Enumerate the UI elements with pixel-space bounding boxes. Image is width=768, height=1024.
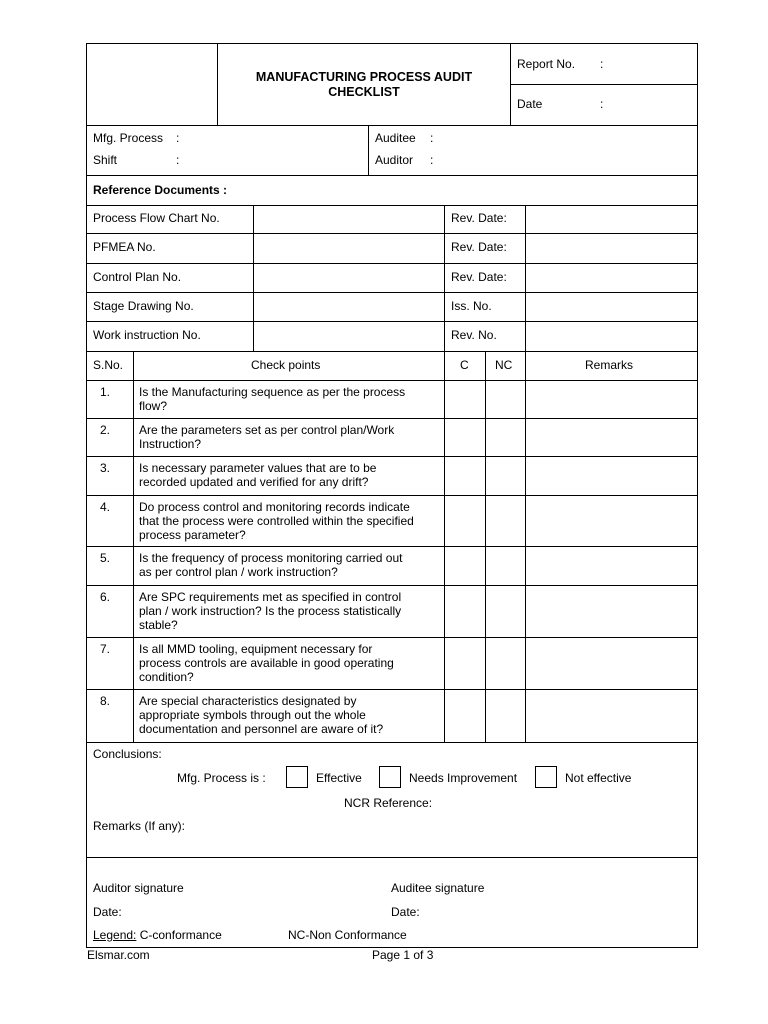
check-point-line: documentation and personnel are aware of it? <box>139 722 384 736</box>
check-point-line: Do process control and monitoring records indicate <box>139 500 410 514</box>
legend <box>93 928 222 942</box>
legend-c-conformance: C-conformance <box>136 928 222 942</box>
shift-label: Shift <box>93 153 118 167</box>
reference-top-line <box>86 175 698 176</box>
check-point-line: Is all MMD tooling, equipment necessary for <box>139 642 373 656</box>
work-instruction-rev-label: Rev. No. <box>451 328 497 342</box>
reference-row-line <box>86 263 698 264</box>
auditor-colon: : <box>430 153 434 167</box>
legend-label: Legend: <box>93 928 137 942</box>
checklist-header-bottom <box>86 380 698 381</box>
item-number: 1. <box>99 385 110 399</box>
auditee-label: Auditee <box>375 131 416 145</box>
item-number: 5. <box>99 551 110 565</box>
ncr-reference-label: NCR Reference: <box>344 796 433 810</box>
check-point-text <box>139 461 439 489</box>
check-point-line: flow? <box>139 399 168 413</box>
conclusions-label: Conclusions: <box>93 747 162 761</box>
reference-row-line <box>86 321 698 322</box>
stage-drawing-label: Stage Drawing No. <box>93 299 194 313</box>
report-no-label: Report No. <box>517 57 576 71</box>
mfg-process-label: Mfg. Process <box>93 131 164 145</box>
not-effective-label: Not effective <box>565 771 632 785</box>
reference-col-1 <box>253 205 254 351</box>
process-flow-chart-rev-label: Rev. Date: <box>451 211 507 225</box>
sno-header: S.No. <box>93 358 124 372</box>
item-number: 6. <box>99 590 110 604</box>
reference-col-2 <box>444 205 445 351</box>
auditee-date-label: Date: <box>391 905 420 919</box>
reference-col-3 <box>525 205 526 351</box>
auditee-colon: : <box>430 131 434 145</box>
check-point-text <box>139 551 439 579</box>
needs-improvement-label: Needs Improvement <box>409 771 518 785</box>
reference-row-line <box>86 292 698 293</box>
effective-label: Effective <box>316 771 362 785</box>
check-point-text <box>139 385 439 413</box>
not-effective-checkbox[interactable] <box>535 766 557 788</box>
control-plan-rev-label: Rev. Date: <box>451 270 507 284</box>
process-flow-chart-label: Process Flow Chart No. <box>93 211 220 225</box>
check-point-line: Is necessary parameter values that are to be <box>139 461 377 475</box>
table-row-line <box>86 546 698 547</box>
check-point-text <box>139 642 439 684</box>
check-point-line: Are SPC requirements met as specified in control <box>139 590 402 604</box>
item-number: 2. <box>99 423 110 437</box>
pfmea-rev-label: Rev. Date: <box>451 240 507 254</box>
checklist-bottom-line <box>86 742 698 743</box>
conclusions-bottom-line <box>86 857 698 858</box>
pfmea-label: PFMEA No. <box>93 240 156 254</box>
shift-colon: : <box>176 153 180 167</box>
effective-checkbox[interactable] <box>286 766 308 788</box>
page-number: Page 1 of 3 <box>372 948 434 962</box>
c-header: C <box>460 358 469 372</box>
auditor-label: Auditor <box>375 153 414 167</box>
check-point-line: Instruction? <box>139 437 202 451</box>
auditor-date-label: Date: <box>93 905 122 919</box>
remarks-if-any-label: Remarks (If any): <box>93 819 186 833</box>
date-label: Date <box>517 97 543 111</box>
reference-row-line <box>86 233 698 234</box>
table-row-line <box>86 637 698 638</box>
item-number: 4. <box>99 500 110 514</box>
check-point-line: as per control plan / work instruction? <box>139 565 338 579</box>
item-number: 3. <box>99 461 110 475</box>
table-row-line <box>86 418 698 419</box>
check-point-text <box>139 590 439 632</box>
date-colon: : <box>600 97 604 111</box>
table-row-line <box>86 495 698 496</box>
check-point-line: that the process were controlled within the specified <box>139 514 414 528</box>
check-point-line: Are the parameters set as per control plan/Work <box>139 423 395 437</box>
mfg-process-is-label: Mfg. Process is : <box>177 771 266 785</box>
checklist-top-line <box>86 351 698 352</box>
page-title <box>218 70 510 100</box>
auditor-signature-label: Auditor signature <box>93 881 184 895</box>
check-point-line: appropriate symbols through out the whole <box>139 708 366 722</box>
check-point-line: condition? <box>139 670 194 684</box>
footer-source: Elsmar.com <box>87 948 150 962</box>
table-row-line <box>86 585 698 586</box>
check-point-line: process parameter? <box>139 528 246 542</box>
check-point-text <box>139 500 439 542</box>
check-point-line: Is the Manufacturing sequence as per the process <box>139 385 406 399</box>
table-row-line <box>86 689 698 690</box>
stage-drawing-iss-label: Iss. No. <box>451 299 492 313</box>
title-line-1: MANUFACTURING PROCESS AUDIT <box>255 70 473 84</box>
legend-nc-non-conformance: NC-Non Conformance <box>288 928 407 942</box>
auditee-signature-label: Auditee signature <box>391 881 485 895</box>
header-report-date-divider <box>510 84 698 85</box>
reference-heading-bottom <box>86 205 698 206</box>
item-number: 7. <box>99 642 110 656</box>
check-point-line: process controls are available in good operating <box>139 656 394 670</box>
item-number: 8. <box>99 694 110 708</box>
info-divider <box>368 125 369 175</box>
title-line-2: CHECKLIST <box>328 85 400 99</box>
nc-header: NC <box>495 358 513 372</box>
check-point-text <box>139 694 439 736</box>
control-plan-label: Control Plan No. <box>93 270 182 284</box>
needs-improvement-checkbox[interactable] <box>379 766 401 788</box>
check-point-line: Are special characteristics designated by <box>139 694 357 708</box>
mfg-process-colon: : <box>176 131 180 145</box>
check-point-line: recorded updated and verified for any drift? <box>139 475 369 489</box>
check-point-text <box>139 423 439 451</box>
info-top-line <box>86 125 698 126</box>
check-point-line: Is the frequency of process monitoring carried out <box>139 551 403 565</box>
check-point-line: plan / work instruction? Is the process statistically <box>139 604 402 618</box>
check-points-header: Check points <box>251 358 321 372</box>
work-instruction-label: Work instruction No. <box>93 328 201 342</box>
remarks-header: Remarks <box>585 358 634 372</box>
reference-heading: Reference Documents : <box>93 183 228 197</box>
report-no-colon: : <box>600 57 604 71</box>
table-row-line <box>86 456 698 457</box>
check-point-line: stable? <box>139 618 178 632</box>
frame-top-line <box>86 43 698 44</box>
